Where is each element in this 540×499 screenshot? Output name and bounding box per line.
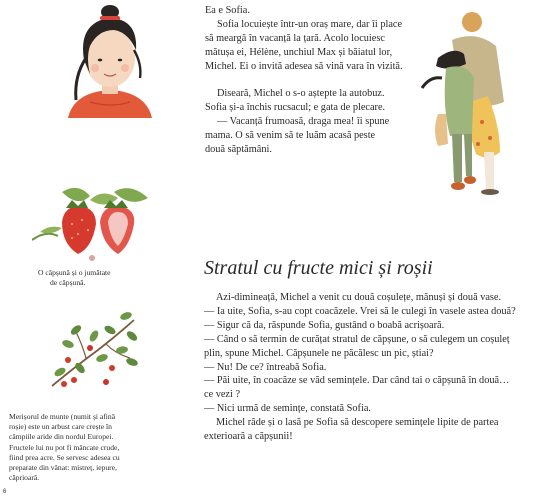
intro-line: Ea e Sofia.: [205, 5, 250, 16]
intro-line: să meargă în vacanță la țară. Acolo locuiesc: [205, 32, 385, 44]
caption-line: Fructele lui nu pot fi mâncate crude,: [9, 442, 120, 452]
caption-line: căprioară.: [9, 473, 40, 483]
intro-line: două săptămâni.: [205, 144, 272, 156]
caption-line: O căpșună și o jumătate: [38, 268, 111, 277]
caption-line: câmpiile aride din nordul Europei.: [9, 432, 114, 442]
lingonberry-illustration: [46, 310, 142, 392]
strawberry-illustration: [32, 178, 156, 262]
caption-line: preparate din vânat: mistreț, iepure,: [9, 463, 117, 473]
page-number: 6: [3, 489, 7, 495]
intro-line: Michel. Ei o invită adesea să vină vara în vizită.: [205, 60, 403, 72]
intro-line: — Vacanță frumoasă, draga mea! îi spune: [217, 116, 390, 128]
story-line: — Nici urmă de semințe, constată Sofia.: [204, 403, 371, 415]
story-line: — Nu! De ce? întreabă Sofia.: [204, 361, 327, 373]
story-line: — Păi uite, în coacăze se văd semințele. Dar când tai o căpșună în două…: [204, 375, 510, 387]
hug-illustration: [418, 6, 524, 200]
intro-line: Sofia locuiește într-un oraș mare, dar îi place: [217, 18, 403, 30]
caption-line: roșie) este un arbust care crește în: [9, 422, 112, 432]
sofia-portrait-illustration: [64, 2, 156, 118]
caption-line: de căpșună.: [50, 278, 86, 288]
intro-line: mama. O să venim să te luăm acasă peste: [205, 130, 376, 142]
strawberry-caption: [38, 268, 158, 288]
section-heading: Stratul cu fructe mici și roșii: [204, 257, 433, 279]
story-line: — Când o să termin de curățat stratul de căpșune, o să culegem un coșuleț: [204, 333, 510, 345]
story-line: — Ia uite, Sofia, s-au copt coacăzele. Vrei să le culegi în vasele astea două?: [204, 305, 516, 317]
intro-text: [205, 4, 427, 157]
lingonberry-caption: [9, 412, 159, 483]
story-line: exterioară a căpșunii!: [204, 431, 293, 443]
caption-line: Merișorul de munte (numit și afină: [9, 412, 116, 421]
story-line: Azi-dimineață, Michel a venit cu două coșulețe, mănuși și două vase.: [216, 292, 502, 303]
story-line: Michel râde și o lasă pe Sofia să descopere semințele lipite de partea: [216, 417, 499, 429]
caption-line: fiind prea acre. Se servesc adesea cu: [9, 452, 120, 462]
story-text: [204, 291, 536, 444]
intro-line: Diseară, Michel o s-o aștepte la autobuz.: [217, 88, 385, 100]
story-line: ce vezi ?: [204, 389, 241, 401]
story-line: — Sigur că da, răspunde Sofia, gustând o boabă acrișoară.: [204, 319, 445, 331]
intro-line: mătușa ei, Hélène, unchiul Max și băiatul lor,: [205, 46, 393, 58]
story-line: plin, spune Michel. Căpșunele ne păcălesc un pic, știai?: [204, 347, 434, 359]
intro-line: Sofia și-a închis rucsacul; e gata de plecare.: [205, 102, 386, 114]
